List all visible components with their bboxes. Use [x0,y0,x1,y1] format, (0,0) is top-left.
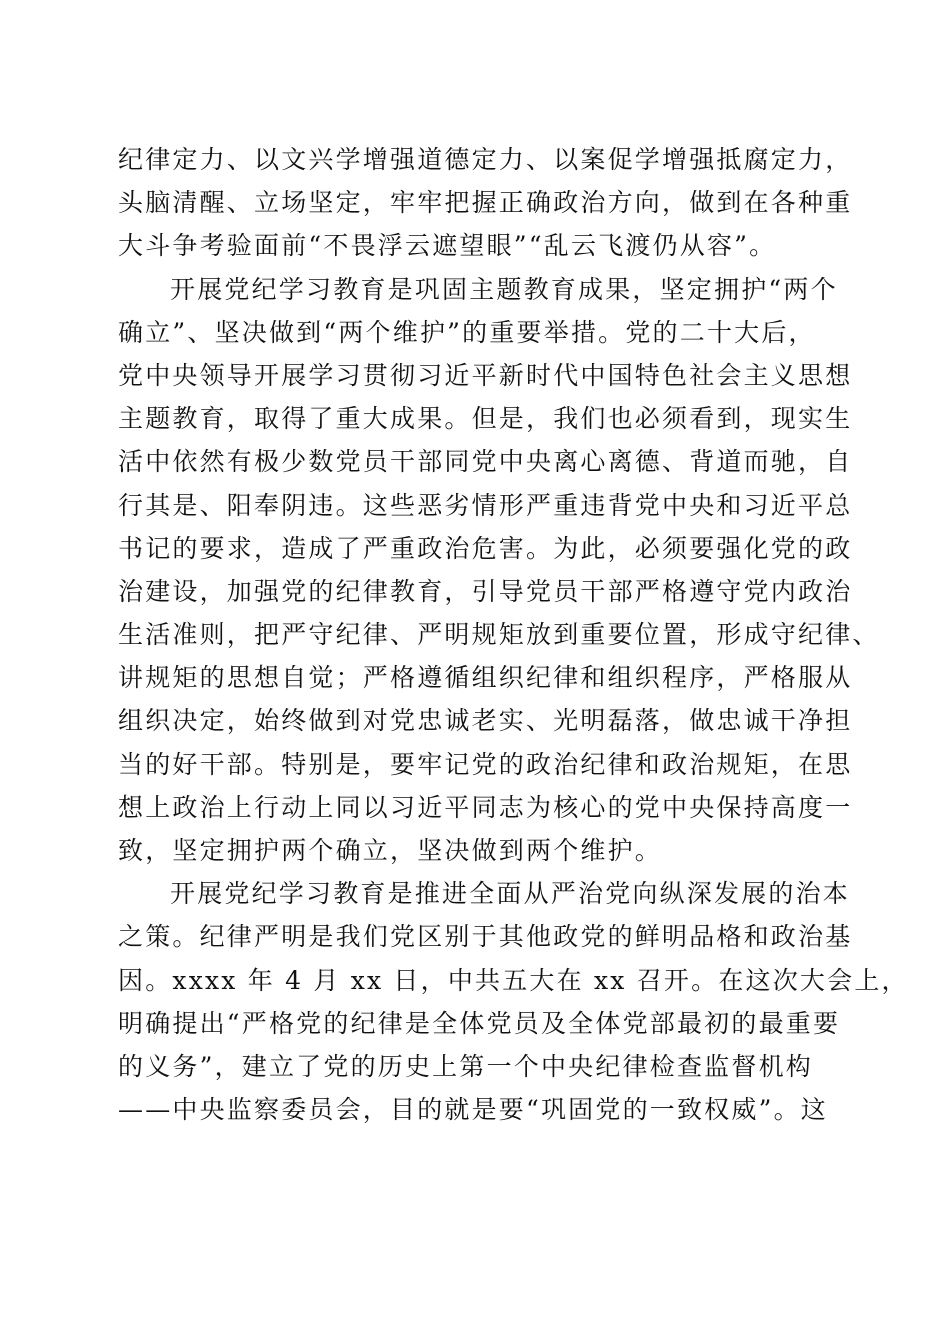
text-line: 纪律定力、以文兴学增强道德定力、以案促学增强抵腐定力， [118,145,853,174]
text-line: 讲规矩的思想自觉；严格遵循组织纪律和组织程序，严格服从 [118,663,853,693]
text-line: 头脑清醒、立场坚定，牢牢把握正确政治方向，做到在各种重 [118,188,853,218]
paragraph-start-line: 开展党纪学习教育是巩固主题教育成果，坚定拥护“两个 [170,274,838,304]
text-line: 行其是、阳奉阴违。这些恶劣情形严重违背党中央和习近平总 [118,490,853,520]
text-line: 确立”、坚决做到“两个维护”的重要举措。党的二十大后， [118,317,816,347]
body-text [118,138,909,1131]
text-line: ——中央监察委员会，目的就是要“巩固党的一致权威”。这 [118,1095,828,1125]
text-line: 因。xxxx 年 4 月 xx 日，中共五大在 xx 召开。在这次大会上， [118,965,909,995]
text-line: 的义务”，建立了党的历史上第一个中央纪律检查监督机构 [118,1051,813,1081]
text-line: 书记的要求，造成了严重政治危害。为此，必须要强化党的政 [118,533,853,563]
text-line: 之策。纪律严明是我们党区别于其他政党的鲜明品格和政治基 [118,922,853,952]
text-line: 致，坚定拥护两个确立，坚决做到两个维护。 [118,836,663,865]
text-line: 主题教育，取得了重大成果。但是，我们也必须看到，现实生 [118,404,853,434]
text-line: 活中依然有极少数党员干部同党中央离心离德、背道而驰，自 [118,447,853,477]
text-line: 治建设，加强党的纪律教育，引导党员干部严格遵守党内政治 [118,576,853,606]
text-line: 当的好干部。特别是，要牢记党的政治纪律和政治规矩，在思 [118,749,853,779]
text-line: 明确提出“严格党的纪律是全体党员及全体党部最初的最重要 [118,1008,841,1038]
text-line: 大斗争考验面前“不畏浮云遮望眼”“乱云飞渡仍从容”。 [118,231,777,261]
text-line: 组织决定，始终做到对党忠诚老实、光明磊落，做忠诚干净担 [118,706,853,736]
text-line: 党中央领导开展学习贯彻习近平新时代中国特色社会主义思想 [118,360,853,390]
text-line: 想上政治上行动上同以习近平同志为核心的党中央保持高度一 [118,792,853,822]
paragraph-start-line: 开展党纪学习教育是推进全面从严治党向纵深发展的治本 [170,879,851,909]
text-line: 生活准则，把严守纪律、严明规矩放到重要位置，形成守纪律、 [118,620,880,650]
